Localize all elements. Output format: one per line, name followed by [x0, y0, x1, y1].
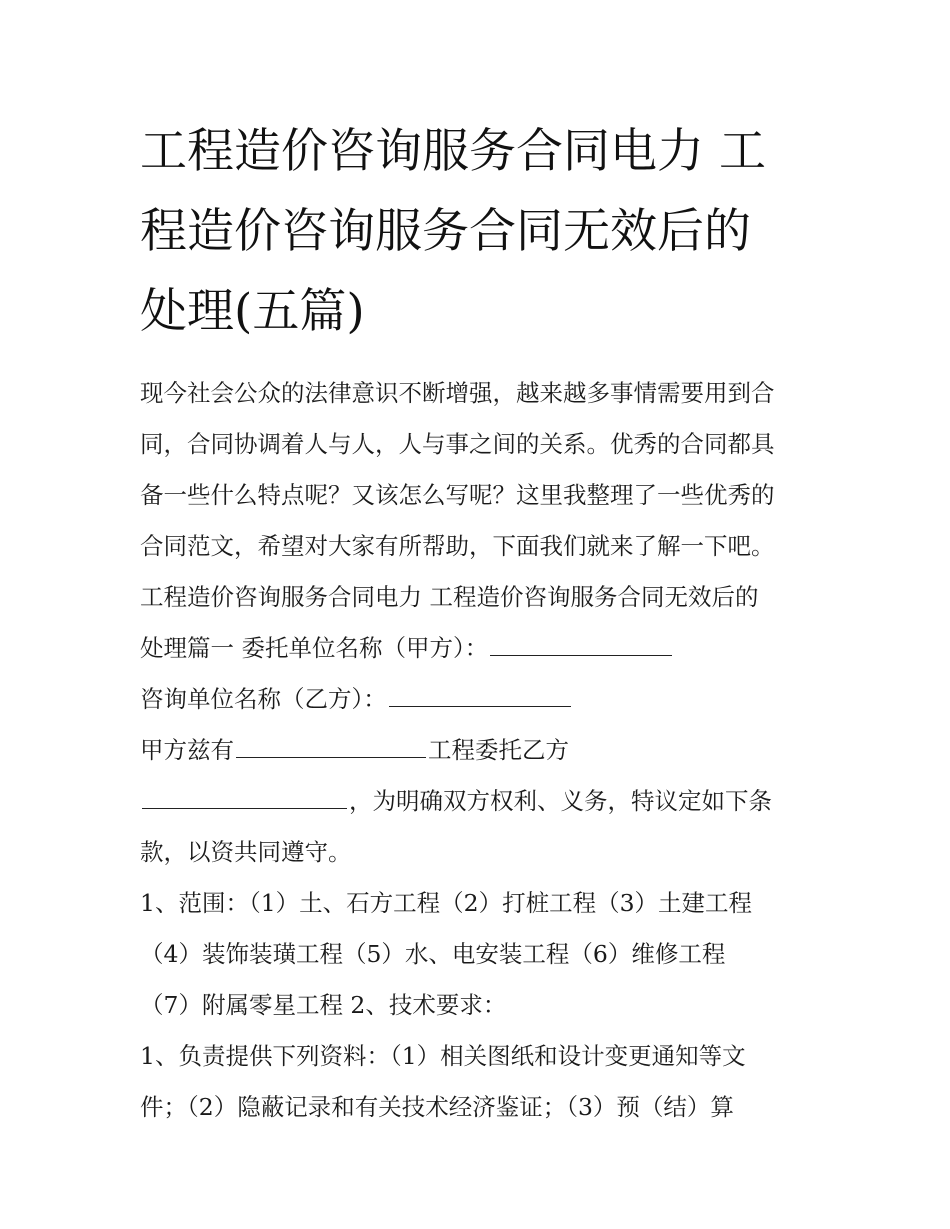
materials-line-1: 1、负责提供下列资料：（1）相关图纸和设计变更通知等文 — [140, 1042, 746, 1070]
body-line-2: 同，合同协调着人与人，人与事之间的关系。优秀的合同都具 — [140, 430, 775, 458]
party-a-line — [140, 623, 815, 674]
body-line-1: 现今社会公众的法律意识不断增强，越来越多事情需要用到合 — [140, 379, 775, 407]
project-suffix: 工程委托乙方 — [428, 736, 569, 764]
document-title — [140, 112, 815, 352]
scope-line-3: （7）附属零星工程 2、技术要求： — [140, 991, 507, 1019]
body-line-5: 工程造价咨询服务合同电力 工程造价咨询服务合同无效后的 — [140, 583, 759, 611]
body-line-3: 备一些什么特点呢？又该怎么写呢？这里我整理了一些优秀的 — [140, 481, 775, 509]
party-a-blank — [490, 631, 672, 656]
party-a-label: 处理篇一 委托单位名称（甲方）： — [140, 634, 489, 662]
materials-line-2: 件；（2）隐蔽记录和有关技术经济鉴证；（3）预（结）算 — [140, 1093, 734, 1121]
scope-line-1: 1、范围：（1）土、石方工程（2）打桩工程（3）土建工程 — [140, 889, 753, 917]
project-blank — [236, 733, 426, 758]
document-body — [140, 368, 815, 1133]
purpose-text: ，为明确双方权利、义务，特议定如下条 — [349, 787, 772, 815]
title-line-1: 工程造价咨询服务合同电力 工 — [140, 124, 766, 179]
document-page — [140, 112, 815, 1133]
party-b-label: 咨询单位名称（乙方）： — [140, 685, 387, 713]
title-line-3: 处理(五篇) — [140, 284, 365, 339]
scope-line-2: （4）装饰装璜工程（5）水、电安装工程（6）维修工程 — [140, 940, 726, 968]
purpose-line — [140, 776, 815, 827]
party-b-line — [140, 674, 815, 725]
body-line-4: 合同范文，希望对大家有所帮助，下面我们就来了解一下吧。 — [140, 532, 775, 560]
project-line — [140, 725, 815, 776]
body-line-11: 款，以资共同遵守。 — [140, 838, 352, 866]
project-prefix: 甲方兹有 — [140, 736, 234, 764]
purpose-blank — [142, 784, 347, 809]
party-b-blank — [389, 682, 571, 707]
title-line-2: 程造价咨询服务合同无效后的 — [140, 204, 751, 259]
